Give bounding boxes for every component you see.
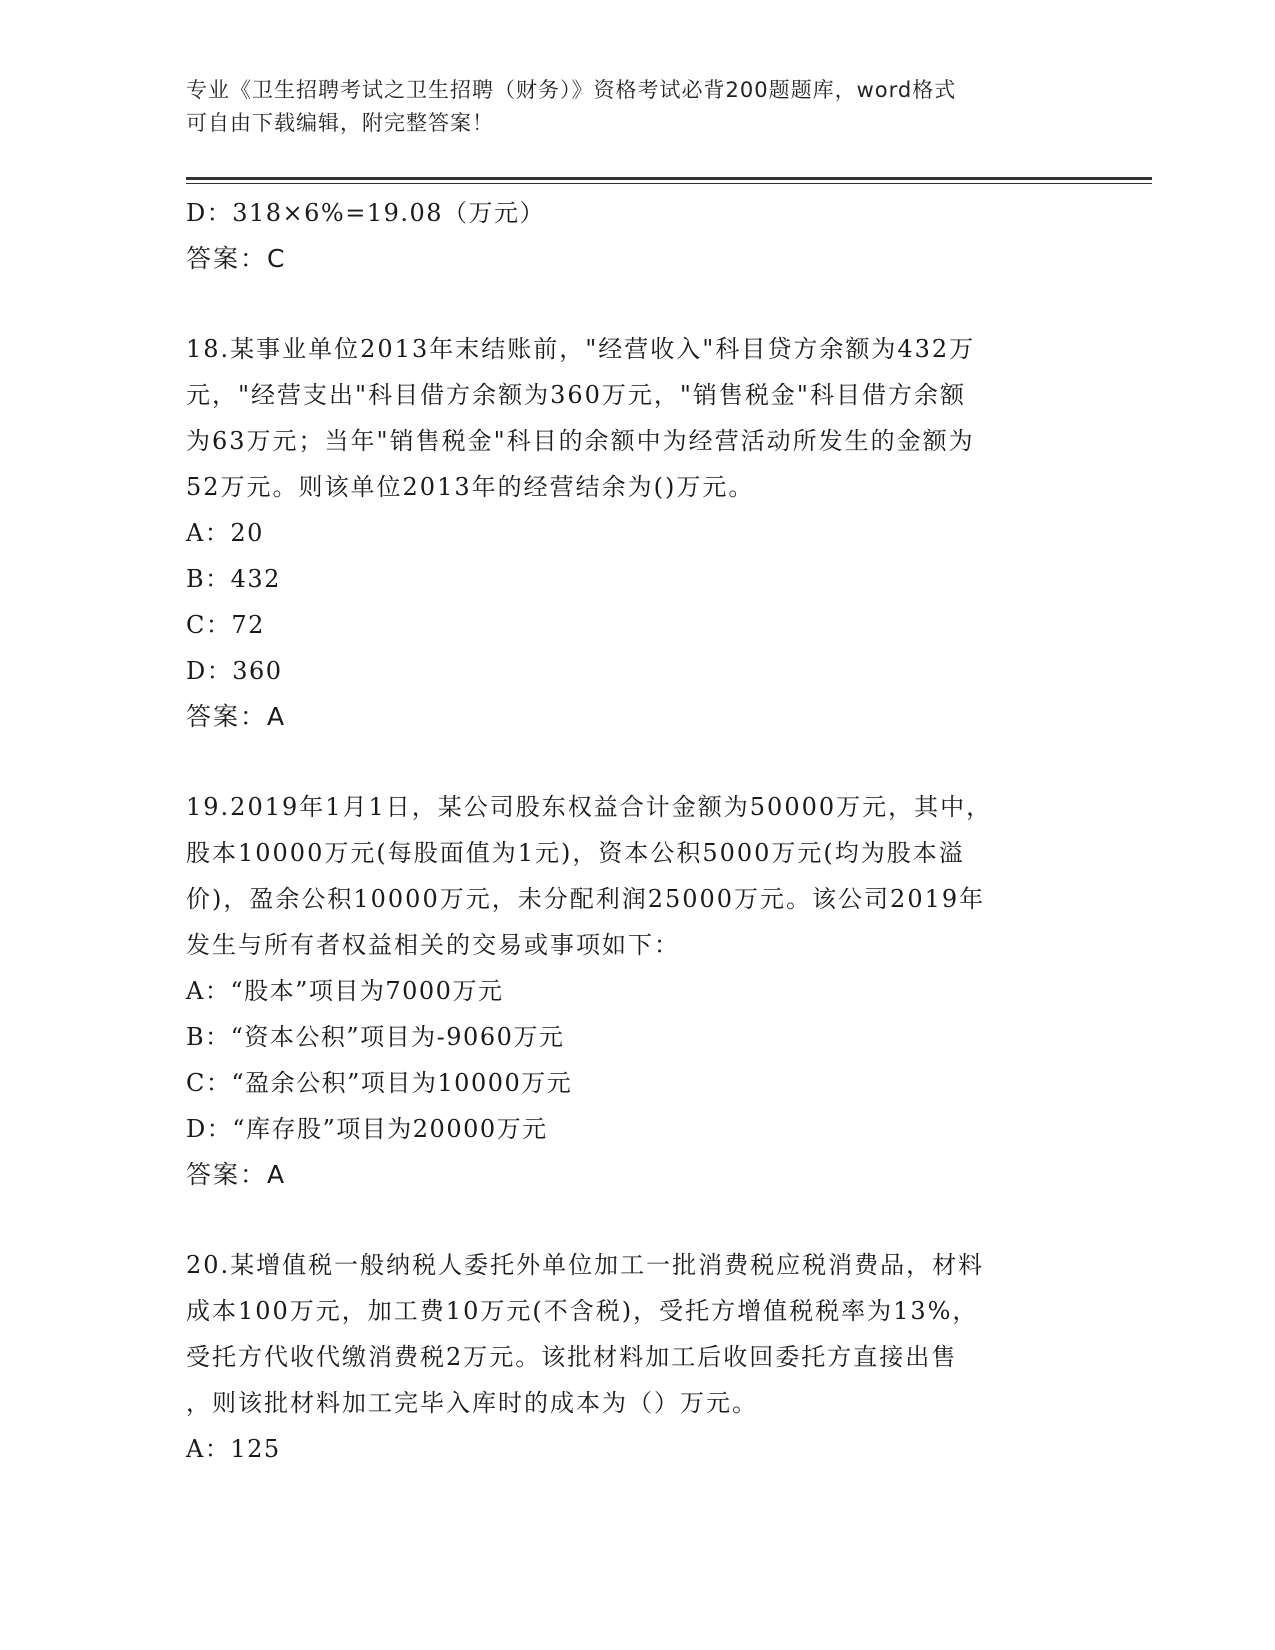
question-18-option-d: D：360 (186, 657, 283, 685)
question-18-answer: 答案：A (186, 702, 287, 731)
question-18-option-b: B：432 (186, 565, 281, 593)
question-19-option-b: B：“资本公积”项目为-9060万元 (186, 1023, 565, 1051)
question-19-line-2: 股本10000万元(每股面值为1元)，资本公积5000万元(均为股本溢 (186, 839, 965, 867)
spacer (186, 1198, 1076, 1242)
header-rule-thick (186, 177, 1152, 180)
header-rule-thin (186, 183, 1152, 184)
question-19-line-4: 发生与所有者权益相关的交易或事项如下： (186, 931, 680, 959)
document-header (186, 74, 1066, 140)
question-18-line-1: 18.某事业单位2013年末结账前，"经营收入"科目贷方余额为432万 (186, 335, 976, 363)
header-line-1: 专业《卫生招聘考试之卫生招聘（财务）》资格考试必背200题题库，word格式 (186, 78, 957, 102)
question-20-line-4: ，则该批材料加工完毕入库时的成本为（）万元。 (186, 1389, 758, 1417)
question-20-line-2: 成本100万元，加工费10万元(不含税)，受托方增值税税率为13%， (186, 1297, 979, 1325)
question-18-line-4: 52万元。则该单位2013年的经营结余为()万元。 (186, 473, 755, 501)
question-20-line-3: 受托方代收代缴消费税2万元。该批材料加工后收回委托方直接出售 (186, 1343, 958, 1371)
header-line-2: 可自由下载编辑，附完整答案！ (186, 111, 494, 135)
spacer (186, 282, 1076, 326)
question-20-line-1: 20.某增值税一般纳税人委托外单位加工一批消费税应税消费品，材料 (186, 1251, 985, 1279)
question-19-option-d: D：“库存股”项目为20000万元 (186, 1115, 548, 1143)
question-19-option-a: A：“股本”项目为7000万元 (186, 977, 504, 1005)
prev-answer: 答案：C (186, 244, 287, 273)
question-19-option-c: C：“盈余公积”项目为10000万元 (186, 1069, 573, 1097)
question-19-line-3: 价)，盈余公积10000万元，未分配利润25000万元。该公司2019年 (186, 885, 986, 913)
question-20-option-a: A：125 (186, 1435, 281, 1463)
spacer (186, 740, 1076, 784)
question-18-line-2: 元，"经营支出"科目借方余额为360万元，"销售税金"科目借方余额 (186, 381, 966, 409)
question-20 (186, 1242, 1076, 1472)
question-19 (186, 784, 1076, 1198)
question-19-answer: 答案：A (186, 1160, 287, 1189)
question-18-option-a: A：20 (186, 519, 264, 547)
document-body (186, 190, 1076, 1472)
question-19-line-1: 19.2019年1月1日，某公司股东权益合计金额为50000万元，其中， (186, 793, 993, 821)
question-18 (186, 326, 1076, 740)
question-18-line-3: 为63万元；当年"销售税金"科目的余额中为经营活动所发生的金额为 (186, 427, 975, 455)
question-18-option-c: C：72 (186, 611, 265, 639)
prev-option-d: D：318×6%=19.08（万元） (186, 199, 546, 227)
